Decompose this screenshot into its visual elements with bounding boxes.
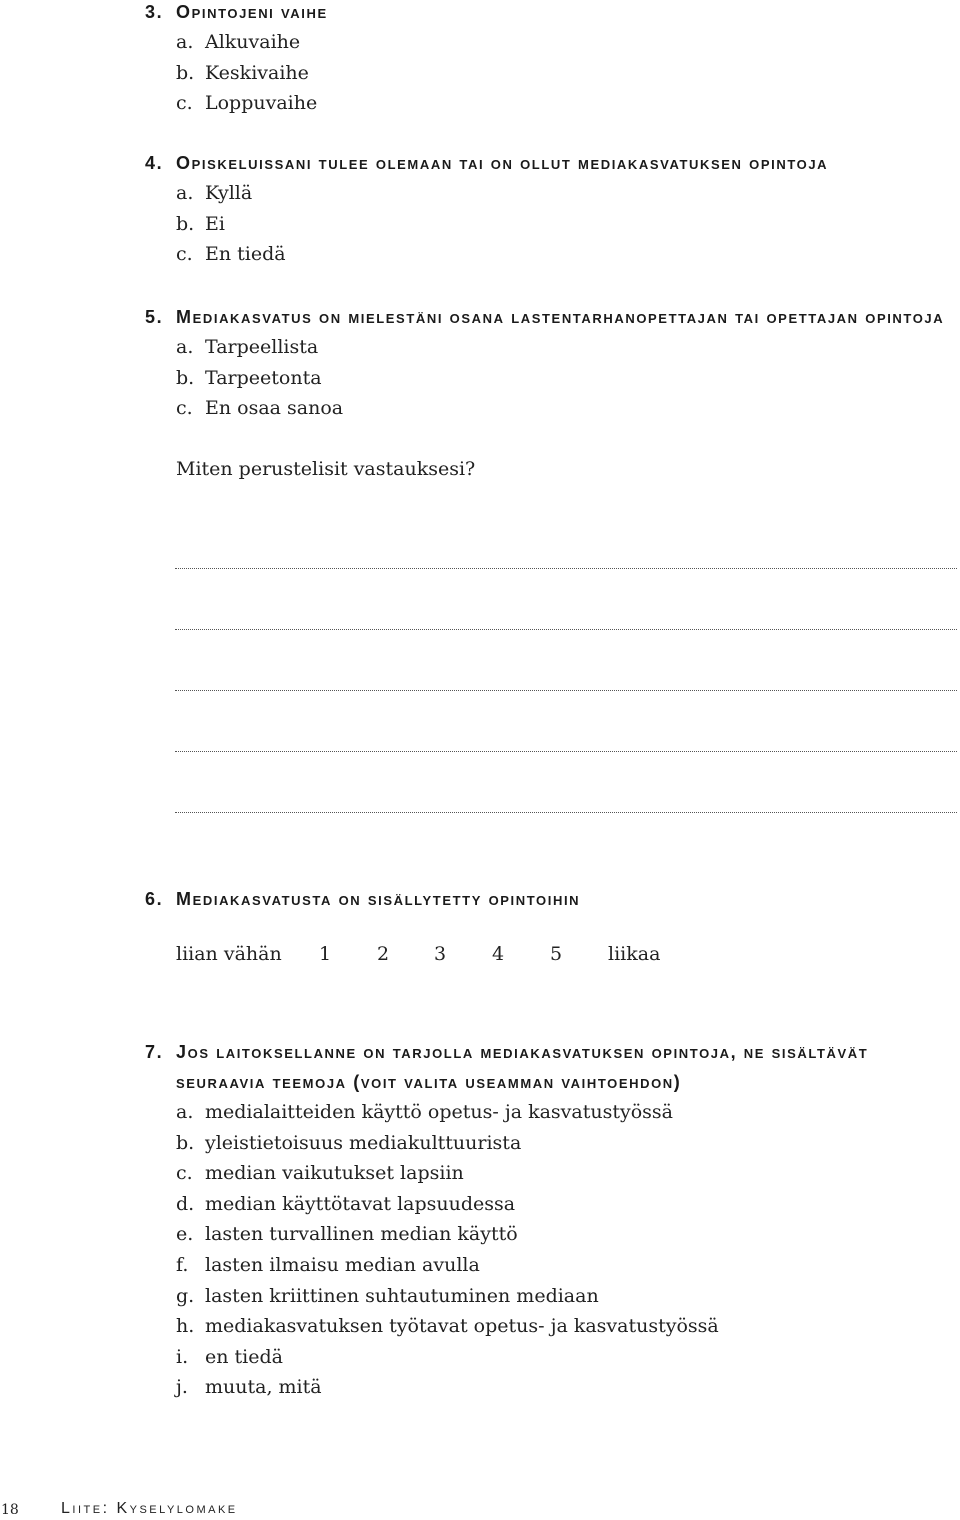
option-text: yleistietoisuus mediakulttuurista: [205, 1131, 522, 1154]
question-number: 5.: [145, 307, 164, 327]
answer-option[interactable]: [176, 1311, 957, 1342]
option-text: en tiedä: [205, 1345, 283, 1368]
option-letter: b.: [176, 212, 195, 235]
option-letter: h.: [176, 1315, 195, 1338]
answer-option[interactable]: [176, 239, 957, 270]
option-text: median käyttötavat lapsuudessa: [205, 1192, 516, 1215]
answer-line[interactable]: [175, 751, 957, 752]
option-letter: b.: [176, 61, 195, 84]
answer-line[interactable]: [175, 568, 957, 569]
question-title: Jos laitoksellanne on tarjolla mediakasvatuksen opintoja, ne sisältävät seuraavia teemoja (voit valita useamman vaihtoehdon): [176, 1042, 869, 1092]
answer-option[interactable]: [176, 1342, 957, 1373]
scale-point[interactable]: 5: [550, 943, 563, 965]
question-3: [145, 0, 957, 119]
option-text: En osaa sanoa: [205, 397, 344, 420]
question-title: Mediakasvatusta on sisällytetty opintoihin: [176, 889, 581, 909]
question-number: 7.: [145, 1042, 164, 1062]
footer-title: Liite: Kyselylomake: [61, 1500, 238, 1517]
option-letter: a.: [176, 1101, 194, 1123]
option-letter: e.: [176, 1223, 194, 1246]
answer-option[interactable]: [176, 1250, 957, 1281]
question-number: 4.: [145, 153, 164, 173]
option-letter: j.: [176, 1376, 188, 1399]
option-text: Tarpeetonta: [205, 366, 322, 389]
answer-option[interactable]: [176, 1372, 957, 1403]
answer-option[interactable]: [176, 58, 957, 89]
option-letter: c.: [176, 243, 193, 266]
scale-high-label: liikaa: [608, 943, 661, 965]
option-letter: a.: [176, 336, 194, 358]
answer-option[interactable]: [176, 1158, 957, 1189]
option-letter: b.: [176, 366, 195, 389]
answer-option[interactable]: [176, 1281, 957, 1312]
option-text: muuta, mitä: [205, 1376, 322, 1399]
option-letter: c.: [176, 1162, 193, 1185]
answer-option[interactable]: [176, 209, 957, 240]
option-text: lasten turvallinen median käyttö: [205, 1223, 518, 1246]
question-title: Opiskeluissani tulee olemaan tai on ollut mediakasvatuksen opintoja: [176, 153, 829, 173]
option-text: mediakasvatuksen työtavat opetus- ja kasvatustyössä: [205, 1315, 719, 1338]
option-text: medialaitteiden käyttö opetus- ja kasvatustyössä: [205, 1101, 674, 1123]
answer-option[interactable]: [176, 393, 957, 424]
option-text: Ei: [205, 212, 225, 235]
question-5-heading: [145, 302, 957, 332]
question-number: 6.: [145, 889, 164, 909]
scale-point[interactable]: 3: [434, 943, 447, 965]
option-text: Alkuvaihe: [205, 31, 301, 53]
option-text: median vaikutukset lapsiin: [205, 1162, 464, 1185]
answer-option[interactable]: [176, 332, 957, 363]
scale-low-label: liian vähän: [176, 943, 282, 965]
option-letter: d.: [176, 1192, 195, 1215]
answer-line[interactable]: [175, 812, 957, 813]
page-number: 18: [1, 1502, 19, 1518]
option-text: Keskivaihe: [205, 61, 309, 84]
option-letter: g.: [176, 1284, 195, 1307]
option-text: lasten ilmaisu median avulla: [205, 1253, 480, 1276]
question-title: Opintojeni vaihe: [176, 2, 328, 22]
question-3-heading: [145, 0, 957, 27]
option-letter: c.: [176, 397, 193, 420]
option-text: Loppuvaihe: [205, 92, 318, 115]
scale-point[interactable]: 1: [319, 943, 332, 965]
answer-line[interactable]: [175, 690, 957, 691]
answer-option[interactable]: [176, 1128, 957, 1159]
answer-option[interactable]: [176, 1189, 957, 1220]
answer-option[interactable]: [176, 1219, 957, 1250]
question-7: [145, 1037, 957, 1403]
option-letter: b.: [176, 1131, 195, 1154]
option-letter: a.: [176, 182, 194, 204]
question-4: [145, 148, 957, 270]
option-text: Kyllä: [205, 182, 253, 204]
question-6-heading: [145, 884, 957, 914]
question-4-heading: [145, 148, 957, 178]
question-6: [145, 884, 957, 914]
question-7-heading: [145, 1037, 957, 1097]
option-letter: c.: [176, 92, 193, 115]
answer-option[interactable]: [176, 178, 957, 209]
option-letter: f.: [176, 1253, 189, 1276]
answer-option[interactable]: [176, 1097, 957, 1128]
answer-option[interactable]: [176, 27, 957, 58]
scale-point[interactable]: 2: [377, 943, 390, 965]
answer-option[interactable]: [176, 88, 957, 119]
option-text: En tiedä: [205, 243, 286, 266]
option-letter: a.: [176, 31, 194, 53]
scale-point[interactable]: 4: [492, 943, 505, 965]
option-text: Tarpeellista: [205, 336, 319, 358]
question-number: 3.: [145, 2, 164, 22]
answer-option[interactable]: [176, 363, 957, 394]
option-letter: i.: [176, 1345, 189, 1368]
answer-prompt: Miten perustelisit vastauksesi?: [176, 457, 476, 480]
option-text: lasten kriittinen suhtautuminen mediaan: [205, 1284, 599, 1307]
question-title: Mediakasvatus on mielestäni osana lastentarhanopettajan tai opettajan opintoja: [176, 307, 945, 327]
answer-line[interactable]: [175, 629, 957, 630]
question-5: [145, 302, 957, 484]
